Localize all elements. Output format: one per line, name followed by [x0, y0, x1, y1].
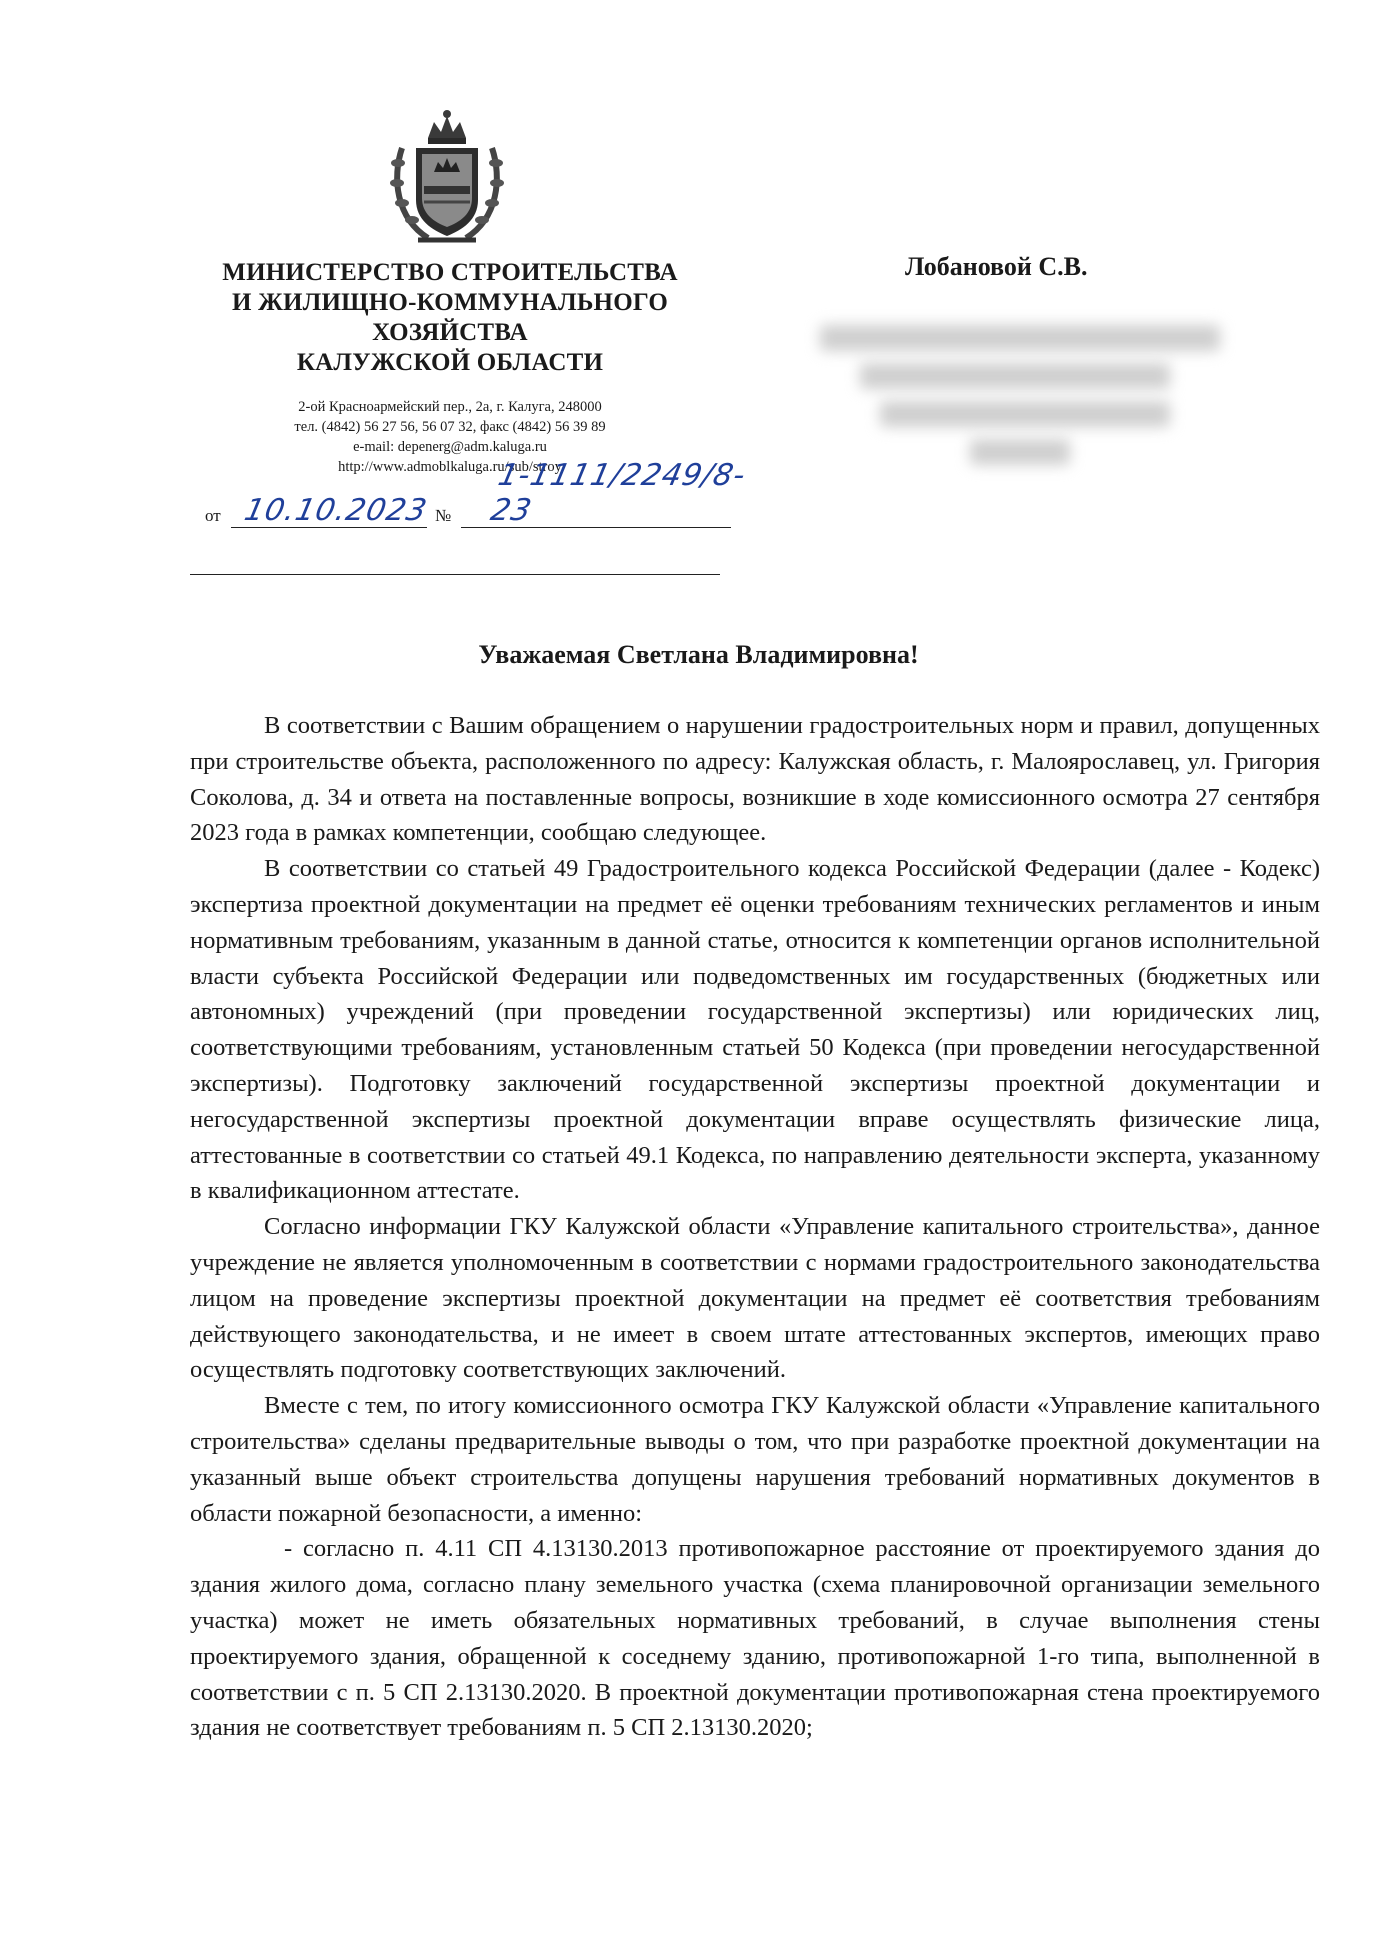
- ministry-name-line-3: ХОЗЯЙСТВА: [372, 319, 528, 346]
- paragraph-expertise: В соответствии со статьей 49 Градостроительного кодекса Российской Федерации (далее - Кодекс) экспертиза проектной документации на предмет её оценки требованиям технических регламентов и иным нормативным требованиям, указанным в данной статье, относится к компетенции органов исполнительной власти субъекта Российской Федерации или подведомственных им государственных (бюджетных или автономных) учреждений (при проведении государственной экспертизы) или юридических лиц, соответствующими требованиям, установленным статьей 50 Кодекса (при проведении негосударственной экспертизы). Подготовку заключений государственной экспертизы проектной документации и негосударственной экспертизы проектной документации вправе осуществлять физические лица, аттестованные в соответствии со статьей 49.1 Кодекса, по направлению деятельности эксперта, указанному в квалификационном аттестате.: [190, 855, 1320, 1205]
- coat-of-arms-emblem: [388, 108, 506, 248]
- contact-email: e-mail: depenerg@adm.kaluga.ru: [353, 439, 547, 455]
- ministry-name-line-2: И ЖИЛИЩНО-КОММУНАЛЬНОГО: [232, 289, 668, 316]
- date-label: от: [205, 506, 221, 525]
- addressee-name: Лобановой С.В.: [905, 252, 1088, 281]
- salutation: Уважаемая Светлана Владимировна!: [478, 640, 919, 669]
- redacted-address-block: [810, 325, 1230, 465]
- number-label: №: [435, 506, 452, 525]
- redacted-line: [880, 401, 1170, 427]
- header-separator-line: [190, 574, 720, 575]
- paragraph-conclusions: Вместе с тем, по итогу комиссионного осмотра ГКУ Калужской области «Управление капитального строительства» сделаны предварительные выводы о том, что при разработке проектной документации на указанный выше объект строительства допущены нарушения требований нормативных документов в области пожарной безопасности, а именно:: [190, 1392, 1320, 1527]
- redacted-line: [860, 363, 1170, 389]
- paragraph-fire-safety-item: - согласно п. 4.11 СП 4.13130.2013 противопожарное расстояние от проектируемого здания до здания жилого дома, согласно плану земельного участка (схема планировочной организации земельного участка) может не иметь обязательных нормативных требований, в случае выполнения стены проектируемого здания, обращенной к соседнему зданию, противопожарной 1-го типа, выполненной в соответствии с п. 5 СП 2.13130.2020. В проектной документации противопожарная стена проектируемого здания не соответствует требованиям п. 5 СП 2.13130.2020;: [190, 1535, 1320, 1742]
- redacted-line: [820, 325, 1220, 351]
- redacted-line: [970, 439, 1070, 465]
- ministry-name: [190, 258, 710, 378]
- ministry-name-line-1: МИНИСТЕРСТВО СТРОИТЕЛЬСТВА: [222, 259, 678, 286]
- handwritten-date: 10.10.2023: [241, 493, 431, 528]
- paragraph-gku-info: Согласно информации ГКУ Калужской области «Управление капитального строительства», данное учреждение не является уполномоченным в соответствии с нормами градостроительного законодательства лицом на проведение экспертизы проектной документации на предмет её соответствия требованиям действующего законодательства, и не имеет в своем штате аттестованных экспертов, имеющих право осуществлять подготовку соответствующих заключений.: [190, 1213, 1320, 1384]
- contact-website: http://www.admoblkaluga.ru/sub/stroy: [338, 459, 562, 475]
- contact-address: 2-ой Красноармейский пер., 2а, г. Калуга, 248000: [298, 399, 602, 415]
- paragraph-intro: В соответствии с Вашим обращением о нарушении градостроительных норм и правил, допущенных при строительстве объекта, расположенного по адресу: Калужская область, г. Малоярославец, ул. Григория Соколова, д. 34 и ответа на поставленные вопросы, возникшие в ходе комиссионного осмотра 27 сентября 2023 года в рамках компетенции, сообщаю следующее.: [190, 712, 1320, 847]
- letter-body: [190, 708, 1320, 1746]
- contact-phone: тел. (4842) 56 27 56, 56 07 32, факс (4842) 56 39 89: [294, 419, 606, 435]
- ministry-name-line-4: КАЛУЖСКОЙ ОБЛАСТИ: [296, 349, 604, 376]
- handwritten-number: 1-1111/2249/8-23: [487, 458, 750, 528]
